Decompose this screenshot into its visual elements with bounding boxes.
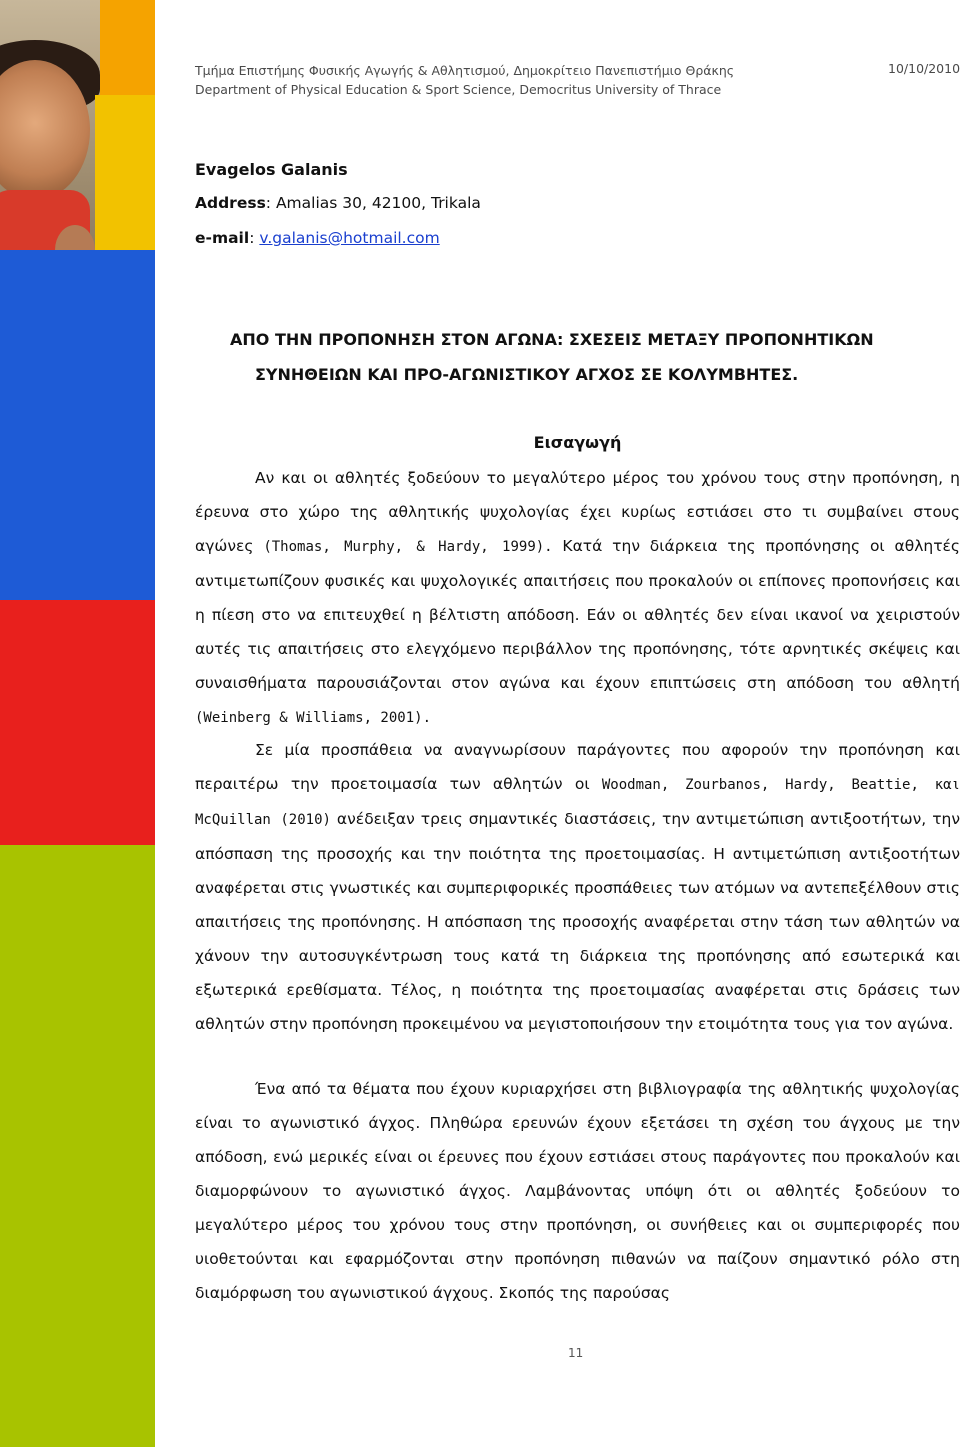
section-heading: Εισαγωγή xyxy=(533,433,622,452)
email-label: e-mail xyxy=(195,229,250,247)
decorative-side-band xyxy=(0,0,155,1447)
green-stripe xyxy=(0,845,155,1447)
p1-citation-1: (Thomas, Murphy, & Hardy, 1999). xyxy=(263,539,553,555)
paragraph-3: Ένα από τα θέματα που έχουν κυριαρχήσει στη βιβλιογραφία της αθλητικής ψυχολογίας είναι το αγωνιστικό άγχος. Πληθώρα ερευνών έχουν εξετάσει τη σχέση του άγχους με την απόδοση, ενώ μερικές είναι οι έρευνες που έχουν εστιάσει στους παράγοντες που προκαλούν και διαμορφώνουν το αγωνιστικό άγχος. Λαμβάνοντας υπόψη ότι οι αθλητές ξοδεύουν το μεγαλύτερο μέρος του χρόνου τους στην προπόνηση, οι συνήθειες και οι συμπεριφορές που υιοθετούνται και εφαρμόζονται στην προπόνηση πιθανών να παίζουν σημαντικό ρόλο στη διαμόρφωση του αγωνιστικού άγχους. Σκοπός της παρούσας xyxy=(195,1080,960,1302)
author-name: Evagelos Galanis xyxy=(195,160,348,179)
p2-text-a: Σε μία προσπάθεια να αναγνωρίσουν παράγοντες που αφορούν την προπόνηση και περαιτέρω την προετοιμασία των αθλητών οι xyxy=(195,741,960,793)
paragraph-1 xyxy=(195,461,960,735)
author-email xyxy=(195,229,440,247)
running-header xyxy=(195,61,734,99)
red-stripe xyxy=(0,600,155,845)
p1-text-b: Κατά την διάρκεια της προπόνησης οι αθλητές αντιμετωπίζουν φυσικές και ψυχολογικές απαιτήσεις που προκαλούν οι επίπονες προπονήσεις και η πίεση στο να επιτευχθεί η βέλτιστη απόδοση. Εάν οι αθλητές δεν είναι ικανοί να χειριστούν αυτές τις απαιτήσεις στο ελεγχόμενο περιβάλλον της προπόνησης, τότε αρνητικές σκέψεις και συναισθήματα παρουσιάζονται στον αγώνα και έχουν επιπτώσεις στη απόδοση του αθλητή xyxy=(195,537,960,692)
p1-citation-2: (Weinberg & Williams, 2001). xyxy=(195,710,432,726)
address-value: : Amalias 30, 42100, Trikala xyxy=(265,194,481,212)
p2-citation: Woodman, Zourbanos, Hardy, Beattie, και McQuillan (2010) xyxy=(195,777,960,828)
p2-text-b: ανέδειξαν τρεις σημαντικές διαστάσεις, την αντιμετώπιση αντιξοοτήτων, την απόσπαση της προσοχής και την ποιότητα της προετοιμασίας. Η αντιμετώπιση αντιξοοτήτων αναφέρεται στις γνωστικές και συμπεριφορικές προσπάθειες των ατόμων να αντεπεξέλθουν στις απαιτήσεις της προπόνησης. Η απόσπαση της προσοχής αναφέρεται στην τάση των αθλητών να χάνουν την αυτοσυγκέντρωση τους κατά τη διάρκεια της προπόνησης από εσωτερικά και εξωτερικά ερεθίσματα. Τέλος, η ποιότητα της προετοιμασίας αναφέρεται στις δράσεις των αθλητών στην προπόνηση προκειμένου να μεγιστοποιήσουν την ετοιμότητα τους για τον αγώνα. xyxy=(195,810,960,1033)
email-link[interactable]: v.galanis@hotmail.com xyxy=(259,229,440,247)
email-separator: : xyxy=(249,229,260,247)
title-line-1: ΑΠΟ ΤΗΝ ΠΡΟΠΟΝΗΣΗ ΣΤΟΝ ΑΓΩΝΑ: ΣΧΕΣΕΙΣ ΜΕΤΑΞΥ ΠΡΟΠΟΝΗΤΙΚΩΝ xyxy=(230,330,874,349)
paragraph-2 xyxy=(195,733,960,1041)
header-greek: Τμήμα Επιστήμης Φυσικής Αγωγής & Αθλητισμού, Δημοκρίτειο Πανεπιστήμιο Θράκης xyxy=(195,63,735,78)
yellow-stripe xyxy=(95,95,155,275)
address-label: Address xyxy=(195,194,266,212)
author-address xyxy=(195,194,481,212)
header-date: 10/10/2010 xyxy=(888,61,960,76)
blue-stripe xyxy=(0,250,155,610)
header-english: Department of Physical Education & Sport Science, Democritus University of Thrace xyxy=(195,82,722,97)
title-line-2: ΣΥΝΗΘΕΙΩΝ ΚΑΙ ΠΡΟ-ΑΓΩΝΙΣΤΙΚΟΥ ΑΓΧΟΣ ΣΕ ΚΟΛΥΜΒΗΤΕΣ. xyxy=(255,365,799,384)
page-number: 11 xyxy=(568,1346,584,1360)
p1-text-a: Αν και οι αθλητές ξοδεύουν το μεγαλύτερο μέρος του χρόνου τους στην προπόνηση, η έρευνα στο χώρο της αθλητικής ψυχολογίας έχει κυρίως εστιάσει στο τι συμβαίνει στους αγώνες xyxy=(195,469,960,555)
